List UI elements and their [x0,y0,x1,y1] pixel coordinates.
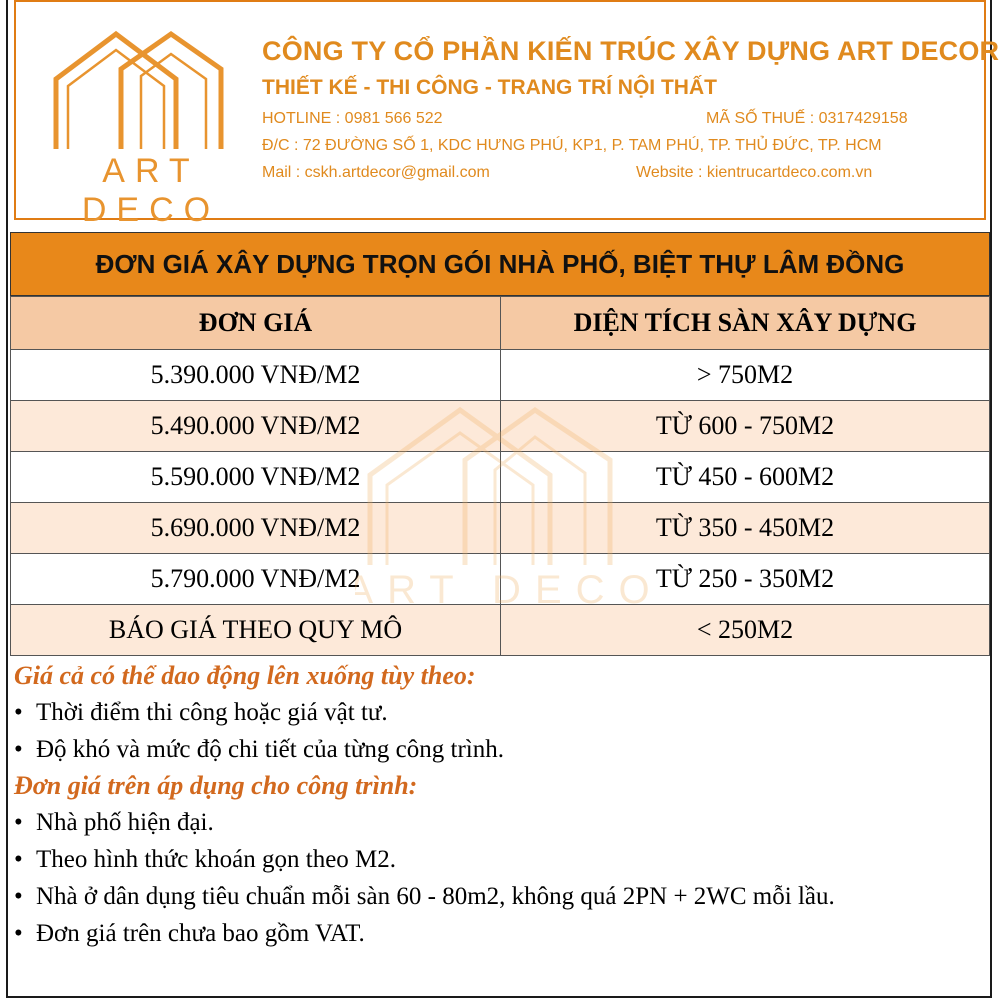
price-cell: BÁO GIÁ THEO QUY MÔ [11,605,501,656]
table-row [11,554,990,605]
svg-text:ART DECO: ART DECO [355,568,655,610]
list-item-text: Đơn giá trên chưa bao gồm VAT. [36,920,365,947]
table-row [11,605,990,656]
column-header-price: ĐƠN GIÁ [11,297,501,350]
company-logo [46,24,256,229]
area-cell: TỪ 600 - 750M2 [501,401,990,452]
hotline: HOTLINE : 0981 566 522 [262,110,443,127]
table-row [11,401,990,452]
list-item [14,694,989,731]
price-cell: 5.790.000 VNĐ/M2 [11,554,501,605]
area-cell: TỪ 450 - 600M2 [501,452,990,503]
list-item-text: Theo hình thức khoán gọn theo M2. [36,846,397,873]
table-row [11,503,990,554]
list-item [14,841,989,878]
list-item-text: Độ khó và mức độ chi tiết của từng công trình. [36,736,504,763]
list-item-text: Nhà phố hiện đại. [36,809,214,836]
tax-code: MÃ SỐ THUẾ : 0317429158 [706,110,908,127]
bullet-icon: • [14,920,23,947]
logo-text: ART DECO [81,152,221,229]
list-item [14,804,989,841]
price-cell: 5.690.000 VNĐ/M2 [11,503,501,554]
price-table [10,296,990,656]
house-logo-icon [46,24,256,154]
company-header [14,0,1000,229]
area-cell: < 250M2 [501,605,990,656]
company-tagline: THIẾT KẾ - THI CÔNG - TRANG TRÍ NỘI THẤT [262,76,717,99]
bullet-icon: • [14,736,23,763]
bullet-icon: • [14,809,23,836]
table-row [11,452,990,503]
address: Đ/C : 72 ĐƯỜNG SỐ 1, KDC HƯNG PHÚ, KP1, P. TAM PHÚ, TP. THỦ ĐỨC, TP. HCM [262,137,882,154]
price-cell: 5.590.000 VNĐ/M2 [11,452,501,503]
list-item [14,915,989,952]
email: Mail : cskh.artdecor@gmail.com [262,164,490,181]
note-heading: Giá cả có thể dao động lên xuống tùy theo: [14,661,476,690]
notes-section [14,658,989,952]
list-item [14,878,989,915]
list-item [14,731,989,768]
column-header-area: DIỆN TÍCH SÀN XÂY DỰNG [501,297,990,350]
table-header-row [11,297,990,350]
note-heading: Đơn giá trên áp dụng cho công trình: [14,771,418,800]
list-item-text: Thời điểm thi công hoặc giá vật tư. [36,699,388,726]
page-title: ĐƠN GIÁ XÂY DỰNG TRỌN GÓI NHÀ PHỐ, BIỆT THỰ LÂM ĐỒNG [10,232,990,296]
company-name: CÔNG TY CỔ PHẦN KIẾN TRÚC XÂY DỰNG ART DECOR [262,36,1000,66]
area-cell: > 750M2 [501,350,990,401]
list-item-text: Nhà ở dân dụng tiêu chuẩn mỗi sàn 60 - 80m2, không quá 2PN + 2WC mỗi lầu. [36,883,835,910]
table-row [11,350,990,401]
area-cell: TỪ 250 - 350M2 [501,554,990,605]
area-cell: TỪ 350 - 450M2 [501,503,990,554]
price-cell: 5.390.000 VNĐ/M2 [11,350,501,401]
website: Website : kientrucartdeco.com.vn [636,164,873,181]
price-cell: 5.490.000 VNĐ/M2 [11,401,501,452]
bullet-icon: • [14,883,23,910]
bullet-icon: • [14,699,23,726]
bullet-icon: • [14,846,23,873]
